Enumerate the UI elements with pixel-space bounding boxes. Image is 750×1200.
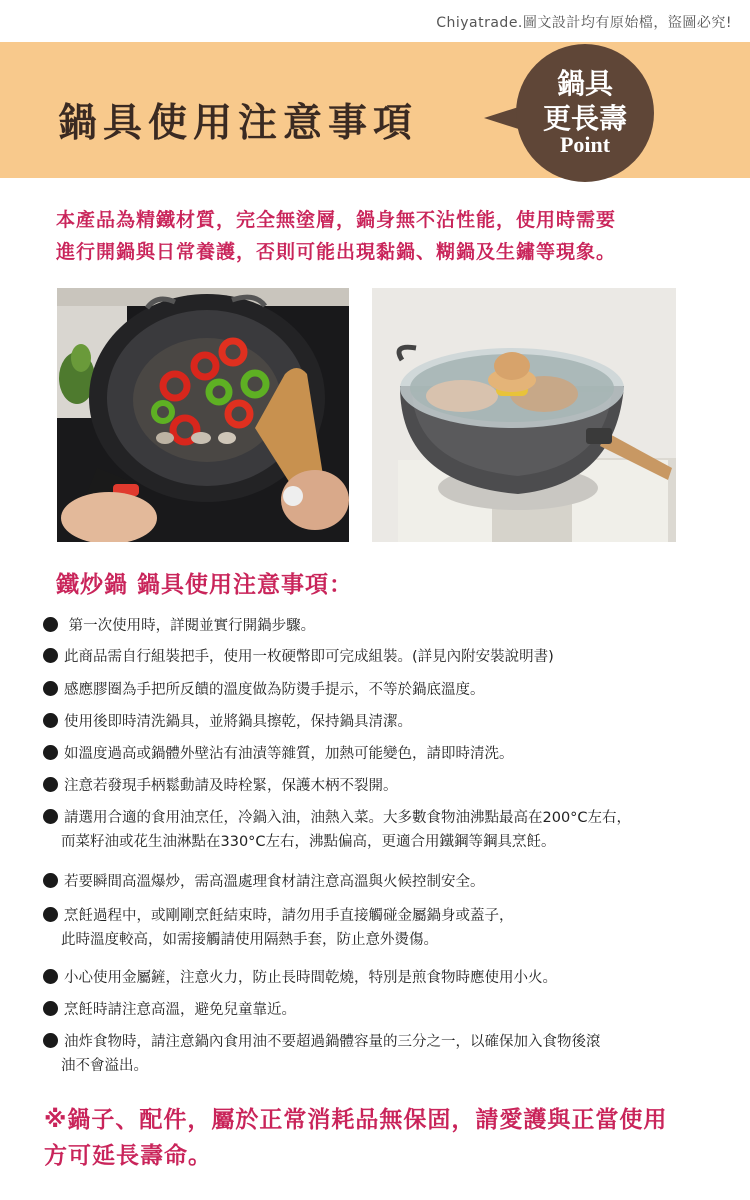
warranty-line-2: 方可延長壽命。: [44, 1143, 212, 1169]
note-text: 如溫度過高或鍋體外壁沾有油漬等雜質，加熱可能變色，請即時清洗。: [64, 746, 514, 762]
list-item: [43, 966, 557, 990]
note-text: 此商品需自行組裝把手，使用一枚硬幣即可完成組裝。(詳見內附安裝說明書): [64, 649, 554, 665]
bullet-icon: [43, 873, 58, 888]
note-text: 烹飪時請注意高溫，避免兒童靠近。: [64, 1002, 296, 1018]
list-item: [43, 614, 315, 638]
list-item: [43, 1030, 601, 1078]
list-item: [43, 678, 485, 702]
bullet-icon: [43, 617, 58, 632]
note-text: 油炸食物時，請注意鍋內食用油不要超過鍋體容量的三分之一，以確保加入食物後滾: [64, 1034, 601, 1050]
note-text: 若要瞬間高溫爆炒，需高溫處理食材請注意高溫與火候控制安全。: [64, 874, 485, 890]
list-item: [43, 998, 296, 1022]
page-title: 鍋具使用注意事項: [58, 101, 419, 146]
copyright-watermark: Chiyatrade.圖文設計均有原始檔，盜圖必究!: [436, 15, 732, 31]
warranty-note: [44, 1102, 724, 1174]
bullet-icon: [43, 681, 58, 696]
list-item: [43, 904, 514, 952]
bullet-icon: [43, 809, 58, 824]
note-text: 烹飪過程中，或剛剛烹飪結束時，請勿用手直接觸碰金屬鍋身或蓋子，: [64, 908, 514, 924]
bullet-icon: [43, 648, 58, 663]
bullet-icon: [43, 745, 58, 760]
bullet-icon: [43, 1033, 58, 1048]
point-badge: [516, 44, 654, 182]
intro-line-2: 進行開鍋與日常養護，否則可能出現黏鍋、糊鍋及生鏽等現象。: [56, 241, 617, 263]
bullet-icon: [43, 1001, 58, 1016]
wok-stirfry-illustration: [57, 288, 349, 542]
list-item: [43, 742, 514, 766]
list-item: [43, 774, 398, 798]
note-text: 第一次使用時，詳閱並實行開鍋步驟。: [64, 618, 316, 634]
note-text-continuation: 油不會溢出。: [61, 1058, 148, 1074]
list-item: [43, 806, 631, 854]
note-text-continuation: 此時溫度較高，如需接觸請使用隔熱手套，防止意外燙傷。: [61, 932, 438, 948]
badge-line-1: 鍋具: [556, 67, 613, 100]
list-item: [43, 710, 412, 734]
note-text: 小心使用金屬鏟，注意火力，防止長時間乾燒，特別是煎食物時應使用小火。: [64, 970, 557, 986]
note-text: 注意若發現手柄鬆動請及時栓緊，保護木柄不裂開。: [64, 778, 398, 794]
intro-line-1: 本產品為精鐵材質，完全無塗層，鍋身無不沾性能，使用時需要: [56, 209, 617, 231]
badge-line-2: 更長壽: [542, 102, 627, 135]
warranty-line-1: ※鍋子、配件，屬於正常消耗品無保固，請愛護與正當使用: [44, 1107, 668, 1133]
note-text: 感應膠圈為手把所反饋的溫度做為防燙手提示，不等於鍋底溫度。: [64, 682, 485, 698]
note-text: 使用後即時清洗鍋具，並將鍋具擦乾，保持鍋具清潔。: [64, 714, 412, 730]
bullet-icon: [43, 907, 58, 922]
note-text-continuation: 而菜籽油或花生油淋點在330°C左右，沸點偏高，更適合用鐵鋼等鋼具烹飪。: [61, 834, 556, 850]
wok-lid-photo: [372, 288, 676, 542]
section-title: 鐵炒鍋 鍋具使用注意事項：: [56, 572, 354, 598]
badge-line-3: Point: [559, 132, 611, 157]
list-item: [43, 645, 554, 669]
bullet-icon: [43, 713, 58, 728]
wok-lid-illustration: [372, 288, 676, 542]
wok-stirfry-photo: [57, 288, 349, 542]
intro-paragraph: [56, 204, 716, 268]
bullet-icon: [43, 969, 58, 984]
bullet-icon: [43, 777, 58, 792]
list-item: [43, 870, 485, 894]
note-text: 請選用合適的食用油烹任，冷鍋入油，油熱入菜。大多數食物油沸點最高在200°C左右，: [64, 810, 632, 826]
